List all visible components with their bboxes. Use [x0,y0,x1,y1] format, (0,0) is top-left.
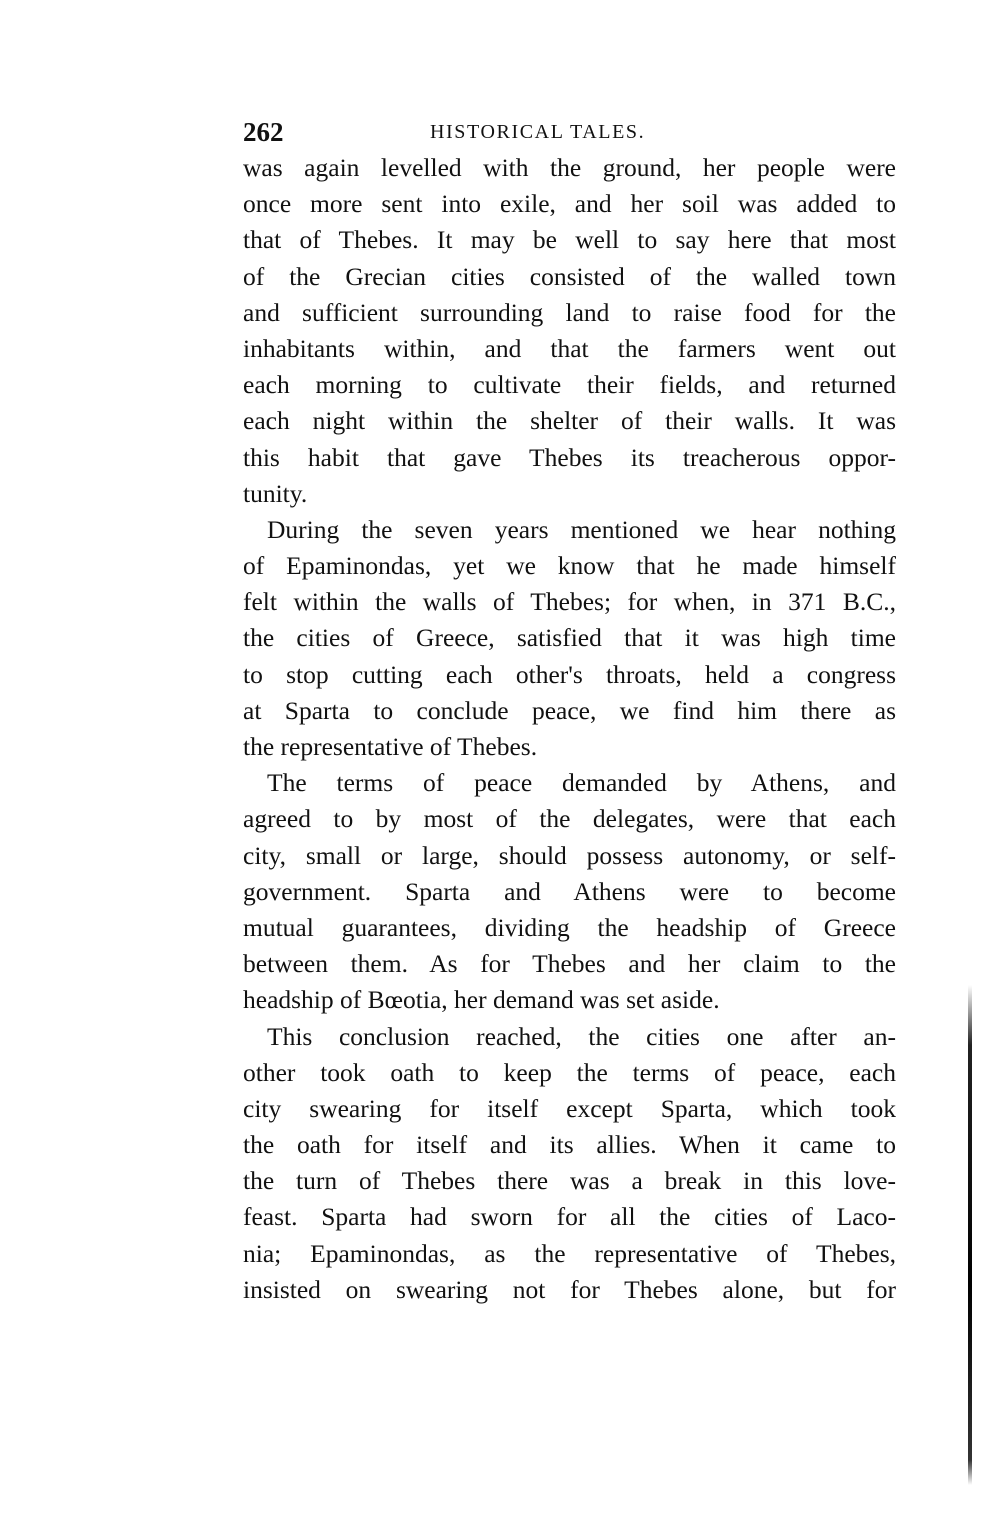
text-line: once more sent into exile, and her soil was added to [243,189,896,219]
text-line: and sufficient surrounding land to raise food for the [243,297,896,327]
text-line: to stop cutting each other's throats, held a congress [243,659,896,689]
text-line: each morning to cultivate their fields, and returned [243,370,896,400]
text-line: During the seven years mentioned we hear nothing [267,514,896,544]
text-line: city swearing for itself except Sparta, which took [243,1093,896,1123]
text-line: this habit that gave Thebes its treacherous oppor- [243,442,896,472]
text-line: This conclusion reached, the cities one after an- [267,1021,896,1051]
body-text [243,150,896,1308]
text-line: the representative of Thebes. [243,732,538,761]
text-line: government. Sparta and Athens were to become [243,876,896,906]
text-line: between them. As for Thebes and her claim to the [243,949,896,979]
paragraph [243,512,896,765]
paragraph [243,765,896,1018]
text-line: was again levelled with the ground, her people were [243,153,896,182]
text-line: headship of Bœotia, her demand was set aside. [243,985,720,1015]
text-line: inhabitants within, and that the farmers went out [243,333,896,363]
page-number: 262 [243,117,284,147]
text-line: agreed to by most of the delegates, were that each [243,804,896,834]
text-line: the oath for itself and its allies. When it came to [243,1130,896,1160]
text-line: mutual guarantees, dividing the headship of Greece [243,912,896,942]
text-line: felt within the walls of Thebes; for when, in 371 B.C., [243,587,896,617]
text-line: of the Grecian cities consisted of the walled town [243,261,896,291]
paragraph [243,1019,896,1309]
text-line: feast. Sparta had sworn for all the cities of Laco- [243,1202,896,1232]
running-head: HISTORICAL TALES. [430,121,646,143]
text-line: the cities of Greece, satisfied that it was high time [243,623,896,653]
text-line: other took oath to keep the terms of peace, each [243,1057,896,1087]
text-line: of Epaminondas, yet we know that he made himself [243,551,896,581]
text-line: each night within the shelter of their walls. It was [243,406,896,436]
text-line: tunity. [243,478,308,508]
text-line: nia; Epaminondas, as the representative of Thebes, [243,1238,896,1268]
text-line: city, small or large, should possess autonomy, or self- [243,840,896,870]
text-line: that of Thebes. It may be well to say here that most [243,225,896,255]
text-line: at Sparta to conclude peace, we find him there as [243,695,896,725]
scan-edge-artifact [968,985,972,1485]
text-line: the turn of Thebes there was a break in this love- [243,1166,896,1196]
text-line: insisted on swearing not for Thebes alone, but for [243,1274,896,1304]
text-line: The terms of peace demanded by Athens, and [267,768,896,798]
paragraph [243,150,896,512]
